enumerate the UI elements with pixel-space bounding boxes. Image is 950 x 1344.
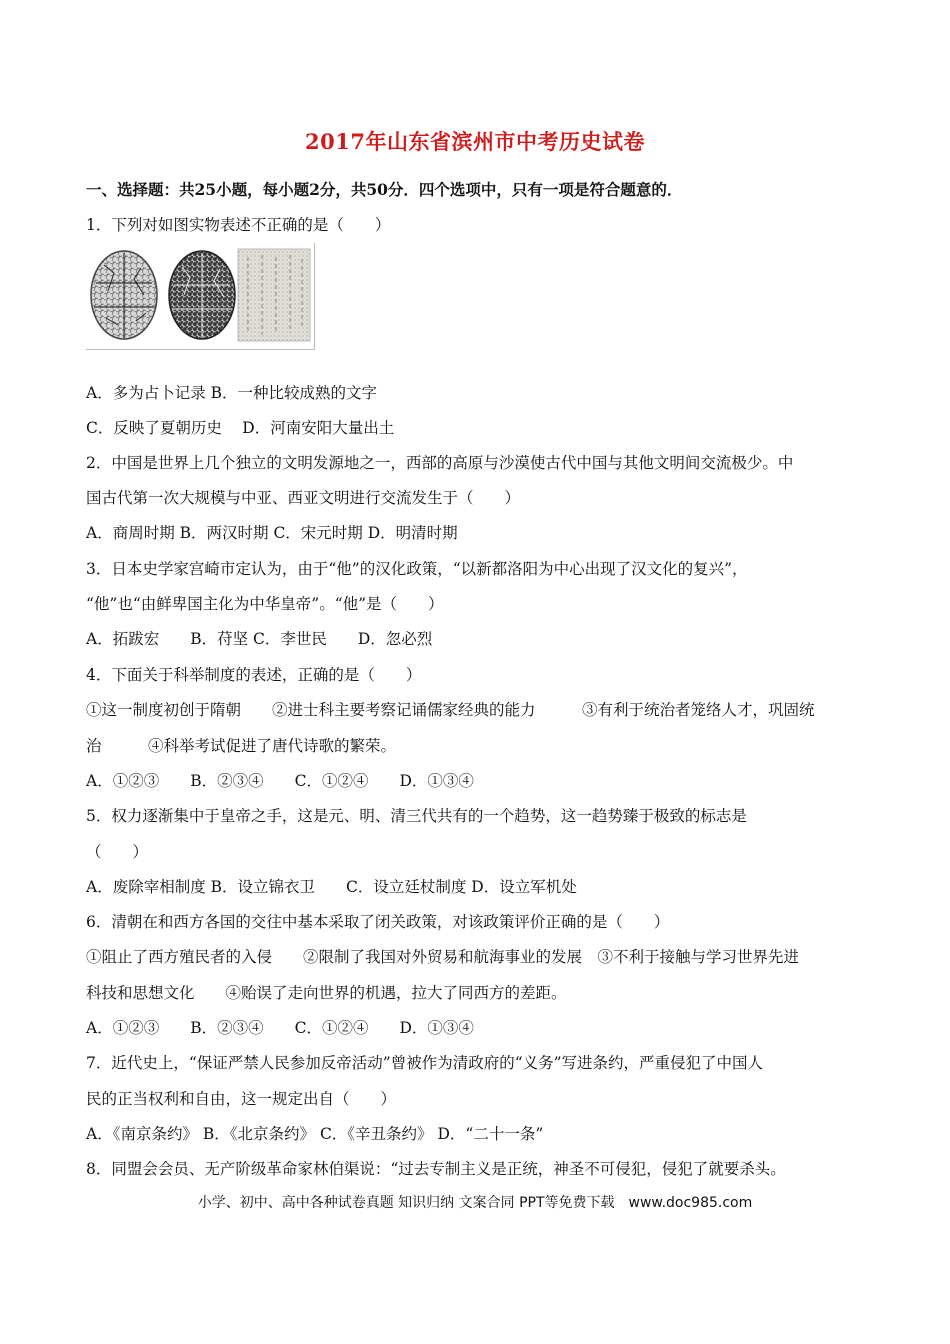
oracle-bone-shell-1-icon bbox=[91, 251, 157, 339]
question-4-statements-1: ①这一制度初创于隋朝 ②进士科主要考察记诵儒家经典的能力 ③有利于统治者笼络人才，巩固统 bbox=[86, 701, 815, 719]
question-3-line-2: “他”也“由鲜卑国主化为中华皇帝”。“他”是（ ） bbox=[86, 595, 444, 613]
question-6-stem: 6．清朝在和西方各国的交往中基本采取了闭关政策，对该政策评价正确的是（ ） bbox=[86, 913, 670, 931]
question-7-line-1: 7．近代史上，“保证严禁人民参加反帝活动”曾被作为清政府的“义务”写进条约，严重侵犯了中国人 bbox=[86, 1054, 764, 1072]
question-5-line-2: （ ） bbox=[86, 843, 149, 861]
question-2-options: A．商周时期 B．两汉时期 C．宋元时期 D．明清时期 bbox=[86, 524, 458, 542]
question-1-options-ab: A．多为占卜记录 B．一种比较成熟的文字 bbox=[86, 384, 378, 402]
question-7-options: A．《南京条约》 B．《北京条约》 C．《辛丑条约》 D．“二十一条” bbox=[86, 1125, 544, 1143]
oracle-bone-shell-2-icon bbox=[169, 251, 235, 339]
question-4-stem: 4．下面关于科举制度的表述，正确的是（ ） bbox=[86, 666, 422, 684]
page-title: 2017年山东省滨州市中考历史试卷 bbox=[305, 129, 645, 154]
question-2-line-2: 国古代第一次大规模与中亚、西亚文明进行交流发生于（ ） bbox=[86, 489, 521, 507]
question-6-statements-2: 科技和思想文化 ④贻误了走向世界的机遇，拉大了同西方的差距。 bbox=[86, 984, 567, 1002]
inscription-rubbing-icon bbox=[238, 249, 310, 341]
question-4-statements-2: 治 ④科举考试促进了唐代诗歌的繁荣。 bbox=[86, 737, 397, 755]
question-4-options: A．①②③ B．②③④ C．①②④ D．①③④ bbox=[86, 772, 474, 790]
question-5-options: A．废除宰相制度 B．设立锦衣卫 C．设立廷杖制度 D．设立军机处 bbox=[86, 878, 577, 896]
question-3-line-1: 3．日本史学家宫崎市定认为，由于“他”的汉化政策，“以新都洛阳为中心出现了汉文化的复兴”， bbox=[86, 560, 748, 578]
question-1: 1．下列对如图实物表述不正确的是（ ） bbox=[86, 216, 391, 234]
question-7-line-2: 民的正当权利和自由，这一规定出自（ ） bbox=[86, 1090, 397, 1108]
question-6-statements-1: ①阻止了西方殖民者的入侵 ②限制了我国对外贸易和航海事业的发展 ③不利于接触与学习世界先进 bbox=[86, 948, 800, 966]
question-1-options-cd: C．反映了夏朝历史 D．河南安阳大量出土 bbox=[86, 419, 395, 437]
question-3-options: A．拓跋宏 B．苻坚 C．李世民 D．忽必烈 bbox=[86, 630, 433, 648]
question-5-line-1: 5．权力逐渐集中于皇帝之手，这是元、明、清三代共有的一个趋势，这一趋势臻于极致的标志是 bbox=[86, 807, 747, 825]
question-2-line-1: 2．中国是世界上几个独立的文明发源地之一，西部的高原与沙漠使古代中国与其他文明间交流极少。中 bbox=[86, 454, 794, 472]
section-header: 一、选择题：共25小题，每小题2分，共50分．四个选项中，只有一项是符合题意的． bbox=[86, 180, 683, 199]
page-footer: 小学、初中、高中各种试卷真题 知识归纳 文案合同 PPT等免费下载 www.doc985.com bbox=[197, 1195, 753, 1211]
question-8-line-1: 8．同盟会会员、无产阶级革命家林伯渠说：“过去专制主义是正统，神圣不可侵犯，侵犯了就要杀头。 bbox=[86, 1160, 786, 1178]
oracle-bone-figure bbox=[86, 243, 315, 350]
question-6-options: A．①②③ B．②③④ C．①②④ D．①③④ bbox=[86, 1019, 474, 1037]
